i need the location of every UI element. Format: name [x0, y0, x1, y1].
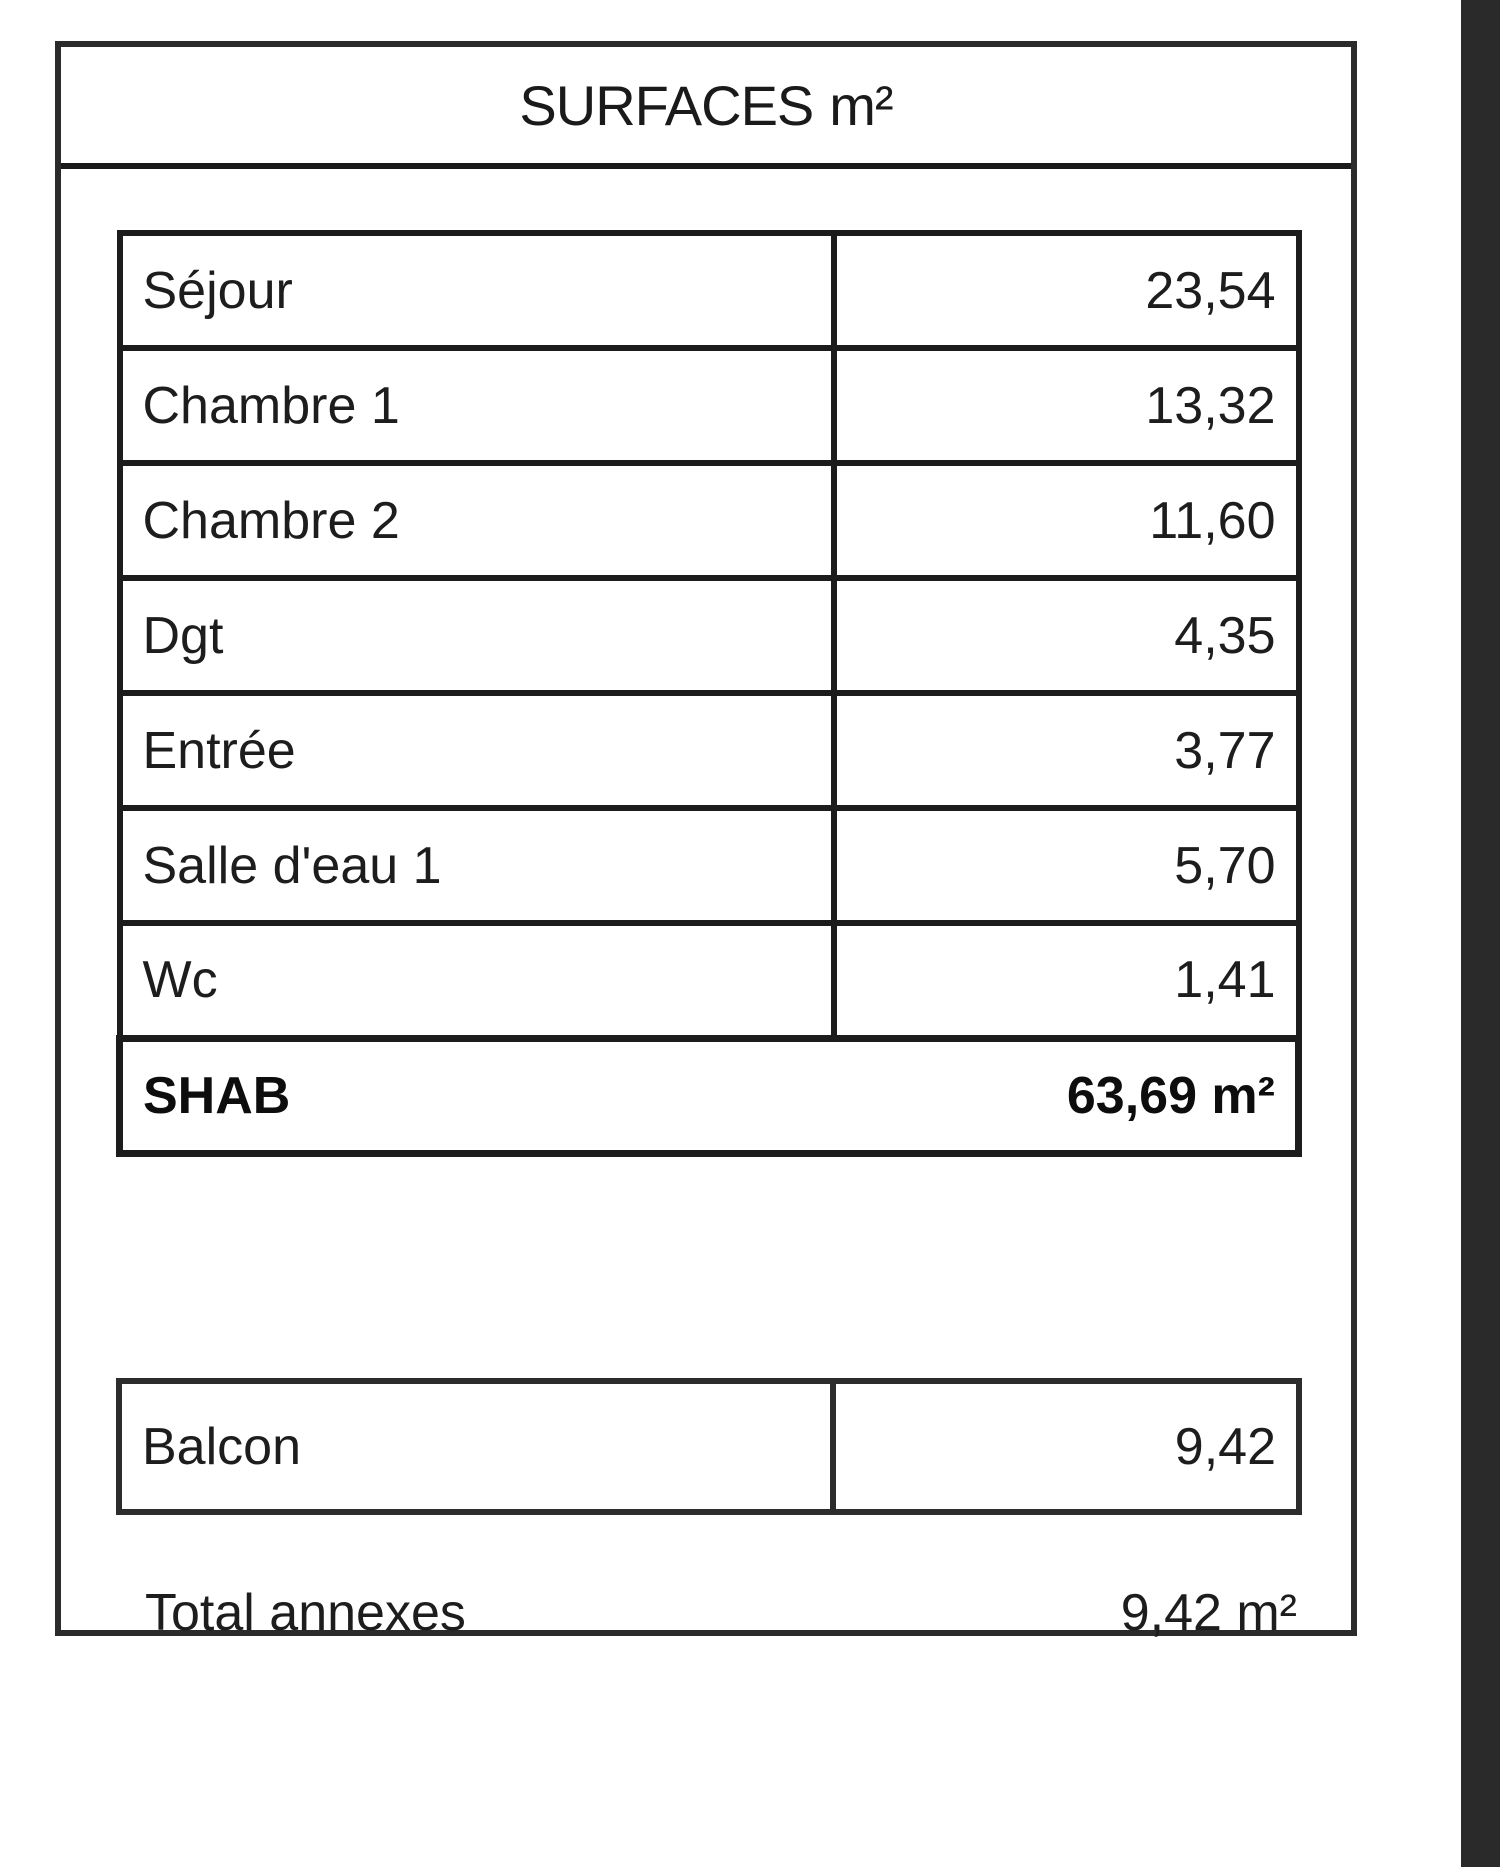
shab-label: SHAB — [120, 1038, 834, 1153]
surfaces-panel — [55, 41, 1357, 1642]
room-name: Séjour — [120, 233, 834, 348]
surfaces-unit: m² — [829, 73, 893, 137]
room-name: Salle d'eau 1 — [120, 808, 834, 923]
annex-name: Balcon — [119, 1381, 833, 1512]
surfaces-header — [61, 47, 1351, 169]
annex-area: 9,42 — [833, 1381, 1299, 1512]
room-area: 23,54 — [834, 233, 1299, 348]
room-name: Dgt — [120, 578, 834, 693]
rooms-table — [116, 230, 1302, 1157]
annex-total-row — [141, 1563, 1301, 1663]
surfaces-title: SURFACES — [519, 73, 814, 137]
shab-total-row — [120, 1038, 1299, 1153]
room-name: Chambre 2 — [120, 463, 834, 578]
room-area: 4,35 — [834, 578, 1299, 693]
room-name: Entrée — [120, 693, 834, 808]
table-row — [120, 233, 1299, 348]
table-row — [120, 348, 1299, 463]
room-name: Wc — [120, 923, 834, 1038]
annex-total-value: 9,42 m² — [1120, 1584, 1297, 1642]
room-area: 1,41 — [834, 923, 1299, 1038]
table-row — [119, 1381, 1299, 1512]
dark-side-strip — [1461, 0, 1500, 1867]
shab-value: 63,69 m² — [834, 1038, 1299, 1153]
annexes-table — [116, 1378, 1302, 1515]
table-row — [120, 463, 1299, 578]
room-area: 5,70 — [834, 808, 1299, 923]
table-row — [120, 693, 1299, 808]
room-area: 11,60 — [834, 463, 1299, 578]
table-row — [120, 808, 1299, 923]
table-row — [120, 578, 1299, 693]
room-area: 3,77 — [834, 693, 1299, 808]
annex-total-label: Total annexes — [145, 1584, 466, 1642]
table-row — [120, 923, 1299, 1038]
room-area: 13,32 — [834, 348, 1299, 463]
room-name: Chambre 1 — [120, 348, 834, 463]
